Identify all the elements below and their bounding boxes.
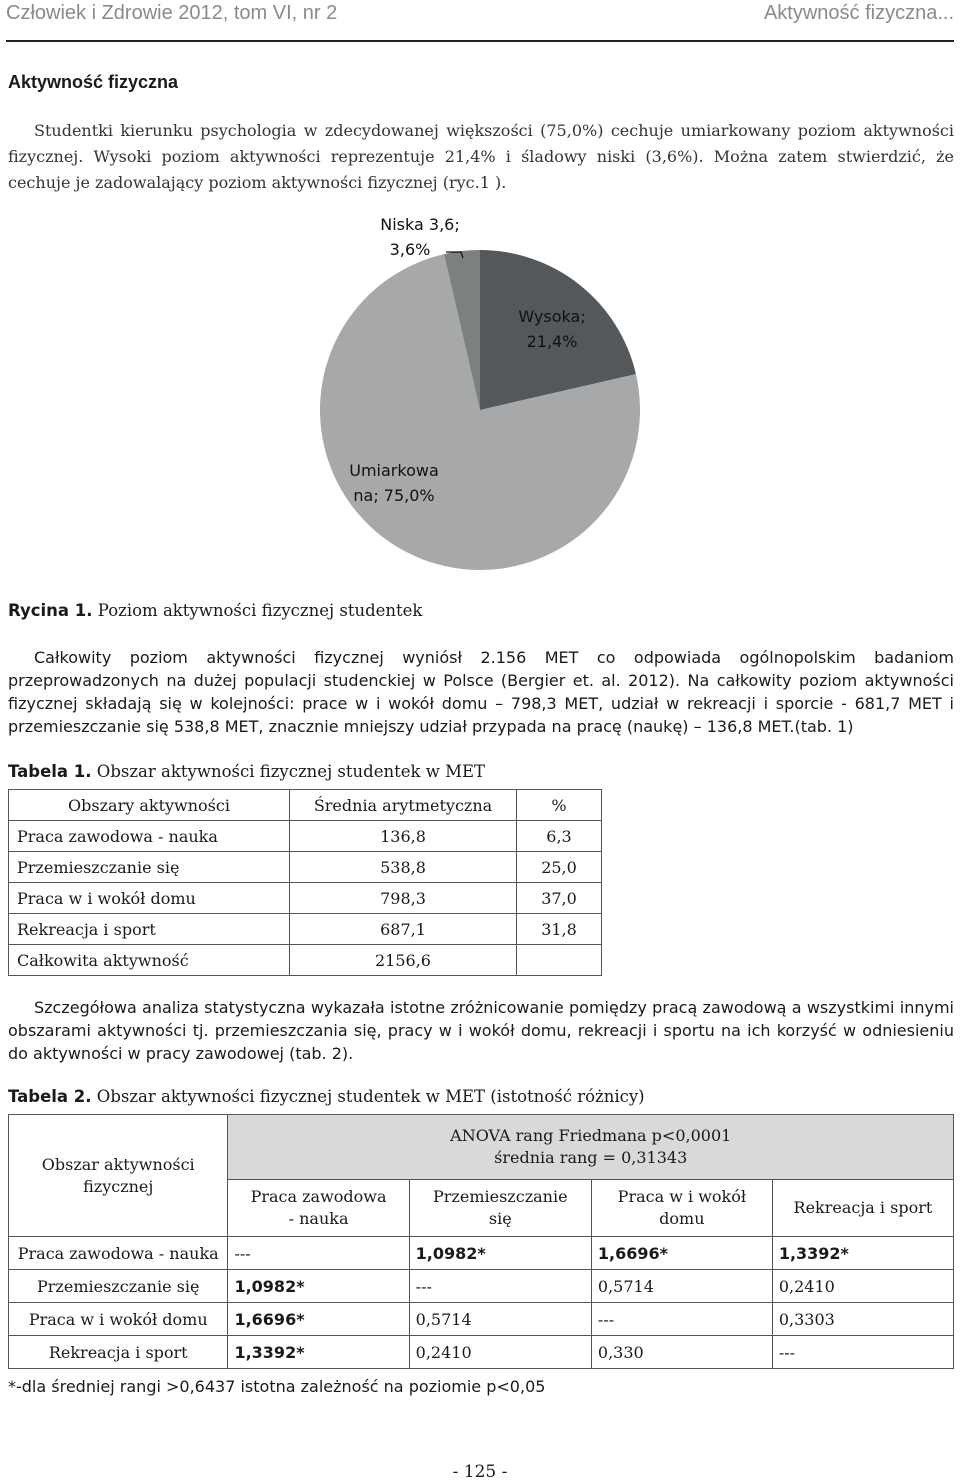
table-cell: 538,8	[290, 852, 517, 883]
table-cell	[409, 1237, 591, 1270]
pie-chart	[300, 200, 660, 580]
table-cell: ---	[228, 1237, 409, 1270]
figure-caption-label: Rycina 1.	[8, 601, 93, 620]
table-cell: 687,1	[290, 914, 517, 945]
table1-caption-label: Tabela 1.	[8, 762, 92, 781]
slice-label-umiarkowana-1: Umiarkowa	[349, 461, 439, 480]
table-header-row	[9, 790, 602, 821]
table-cell	[772, 1237, 953, 1270]
paragraph-met-text: Całkowity poziom aktywności fizycznej wyniósł 2.156 MET co odpowiada ogólnopolskim badaniom przeprowadzonych na dużej populacji studenckiej w Polsce (Bergier et. al. 2012). Na całkowity poziom aktywności fizycznej składają się w kolejności: prace w i wokół domu – 798,3 MET, udział w rekreacji i sporcie - 681,7 MET i przemieszczanie się 538,8 MET, znacznie mniejszy udział przypada na pracę (naukę) – 136,8 MET.(tab. 1)	[8, 648, 954, 736]
table-cell: 798,3	[290, 883, 517, 914]
table-row	[9, 883, 602, 914]
table-cell	[517, 945, 602, 976]
table-row	[9, 1237, 954, 1270]
table-cell-value: 1,0982*	[415, 1243, 486, 1263]
table-cell	[228, 1270, 409, 1303]
slice-label-wysoka-1: Wysoka;	[518, 307, 586, 326]
row-header: Rekreacja i sport	[9, 1336, 228, 1369]
table-cell: 2156,6	[290, 945, 517, 976]
table-header-row	[9, 1115, 954, 1180]
paragraph-met	[8, 646, 954, 738]
table-cell: ---	[772, 1336, 953, 1369]
figure-caption	[8, 601, 422, 620]
table-header-cell: Średnia arytmetyczna	[290, 790, 517, 821]
table-cell: 25,0	[517, 852, 602, 883]
table-row	[9, 852, 602, 883]
table-cell: 31,8	[517, 914, 602, 945]
slice-label-umiarkowana-2: na; 75,0%	[353, 486, 435, 505]
column-header-line: Praca zawodowa	[250, 1187, 387, 1206]
table-cell	[228, 1303, 409, 1336]
table-header-cell: Obszary aktywności	[9, 790, 290, 821]
column-header-line: domu	[659, 1209, 705, 1228]
paragraph-intro	[8, 118, 954, 196]
slice-label-niska-2: 3,6%	[389, 240, 431, 259]
anova-line: ANOVA rang Friedmana p<0,0001	[450, 1126, 732, 1145]
paragraph-intro-text: Studentki kierunku psychologia w zdecydowanej większości (75,0%) cechuje umiarkowany poziom aktywności fizycznej. Wysoki poziom aktywności reprezentuje 21,4% i śladowy niski (3,6%). Można zatem stwierdzić, że cechuje je zadowalający poziom aktywności fizycznej (ryc.1 ).	[8, 121, 954, 192]
table-cell: 0,2410	[409, 1336, 591, 1369]
row-header: Praca w i wokół domu	[9, 1303, 228, 1336]
table-cell-value: 1,3392*	[778, 1243, 849, 1263]
table-row	[9, 821, 602, 852]
table-cell: 0,5714	[409, 1303, 591, 1336]
journal-title: Człowiek i Zdrowie 2012, tom VI, nr 2	[6, 2, 338, 24]
figure-caption-text: Poziom aktywności fizycznej studentek	[92, 601, 423, 620]
column-header	[591, 1180, 772, 1237]
table-cell: 136,8	[290, 821, 517, 852]
anova-header	[228, 1115, 954, 1180]
table-cell-value: 1,6696*	[234, 1309, 305, 1329]
pie-chart-svg	[300, 200, 660, 580]
table1-caption	[8, 762, 485, 781]
table-significance	[8, 1114, 954, 1369]
column-header	[772, 1180, 953, 1237]
table-cell	[228, 1336, 409, 1369]
table-row	[9, 1303, 954, 1336]
table2-caption-text: Obszar aktywności fizycznej studentek w MET (istotność różnicy)	[91, 1087, 645, 1106]
table-row	[9, 1270, 954, 1303]
table-cell: 0,3303	[772, 1303, 953, 1336]
row-header: Przemieszczanie się	[9, 1270, 228, 1303]
table-cell: 37,0	[517, 883, 602, 914]
table-header-cell: %	[517, 790, 602, 821]
paragraph-analysis	[8, 996, 954, 1065]
column-header	[409, 1180, 591, 1237]
table-footnote: *-dla średniej rangi >0,6437 istotna zależność na poziomie p<0,05	[8, 1377, 546, 1396]
column-header-line: Rekreacja i sport	[793, 1198, 933, 1217]
section-title: Aktywność fizyczna	[8, 72, 179, 92]
table-cell: ---	[409, 1270, 591, 1303]
table-cell: ---	[591, 1303, 772, 1336]
corner-line: fizycznej	[83, 1176, 154, 1196]
running-title: Aktywność fizyczna...	[763, 2, 954, 24]
table-cell: Całkowita aktywność	[9, 945, 290, 976]
table-corner-header	[9, 1115, 228, 1237]
row-header: Praca zawodowa - nauka	[9, 1237, 228, 1270]
table-cell: 0,330	[591, 1336, 772, 1369]
table-cell: 0,2410	[772, 1270, 953, 1303]
table-cell-value: 1,6696*	[597, 1243, 669, 1263]
table-row	[9, 914, 602, 945]
column-header-line: się	[488, 1209, 512, 1228]
table-cell: Rekreacja i sport	[9, 914, 290, 945]
table2-caption-label: Tabela 2.	[8, 1087, 92, 1106]
column-header-line: Przemieszczanie	[433, 1187, 568, 1206]
table-row	[9, 1336, 954, 1369]
table-cell-value: 1,3392*	[234, 1342, 305, 1362]
table2-caption	[8, 1087, 645, 1106]
table-cell: Przemieszczanie się	[9, 852, 290, 883]
paragraph-analysis-text: Szczegółowa analiza statystyczna wykazała istotne zróżnicowanie pomiędzy pracą zawodową a wszystkimi innymi obszarami aktywności tj. przemieszczania się, pracy w i wokół domu, rekreacji i sportu na ich korzyść w odniesieniu do aktywności w pracy zawodowej (tab. 2).	[8, 998, 954, 1063]
slice-label-niska-1: Niska 3,6;	[380, 215, 460, 234]
table-cell: Praca w i wokół domu	[9, 883, 290, 914]
table-body	[9, 1237, 954, 1369]
page-number: - 125 -	[452, 1462, 508, 1482]
table-cell: 0,5714	[591, 1270, 772, 1303]
table-cell-value: 1,0982*	[234, 1276, 305, 1296]
table1-caption-text: Obszar aktywności fizycznej studentek w MET	[91, 762, 486, 781]
table-cell	[591, 1237, 772, 1270]
table-activity-met	[8, 789, 602, 976]
column-header-line: Praca w i wokół	[617, 1187, 747, 1206]
page-header	[6, 0, 954, 42]
column-header	[228, 1180, 409, 1237]
table-cell: 6,3	[517, 821, 602, 852]
table-row	[9, 945, 602, 976]
slice-label-wysoka-2: 21,4%	[526, 332, 578, 351]
table-cell: Praca zawodowa - nauka	[9, 821, 290, 852]
corner-line: Obszar aktywności	[41, 1154, 195, 1174]
anova-line: średnia rang = 0,31343	[494, 1148, 688, 1167]
column-header-line: - nauka	[288, 1209, 349, 1228]
